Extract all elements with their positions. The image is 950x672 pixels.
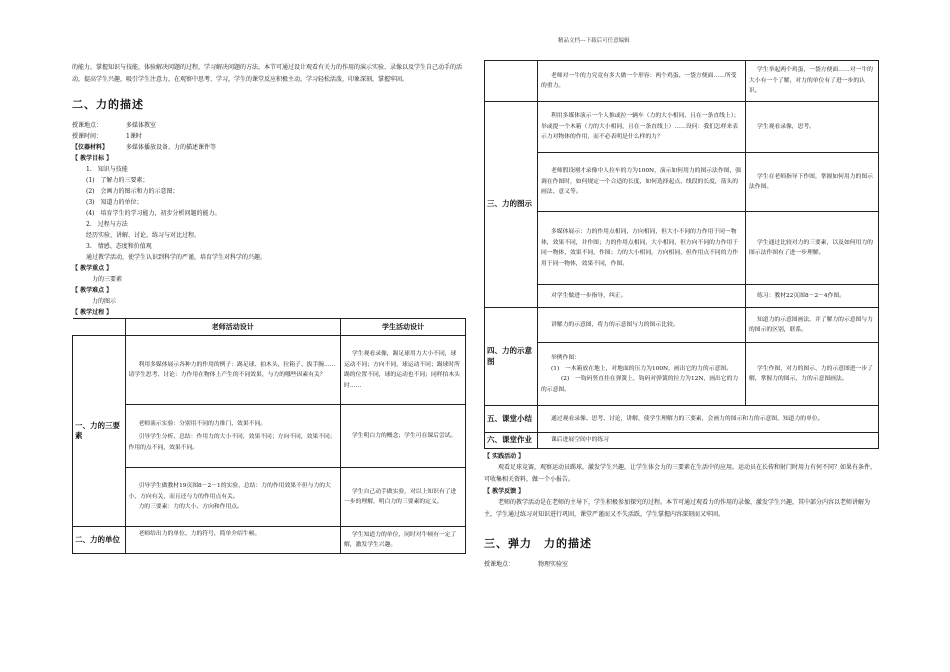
- teacher-cell: 利用多媒体演示一个人推或拉一辆车（力的大小相同，且在一条直线上）；举或提一个木箱（力的大小相同，且在一条直线上）……设问：我们怎样来表示力对物体的作用，而不必表明是什么样的力？: [538, 102, 746, 153]
- goal-item: 经历实验、讲解、讨论、练习与对比过程。: [86, 232, 201, 239]
- goal-item: (1) 了解力的三要素；: [86, 177, 149, 184]
- student-cell: 练习：教材22页图8－2－4作图。: [746, 285, 879, 308]
- place-row-2: [484, 559, 879, 570]
- equip-value: 多媒体播放设备、力的描述课件等: [126, 144, 217, 151]
- student-cell: 学生举起两个鸡蛋，一袋方便面……对一牛的大小有一个了解，对力的单位有了进一步的认识。: [746, 61, 879, 102]
- homework-cell: 课后进展空间中的练习: [538, 433, 879, 449]
- section-title: 二、力的描述: [72, 98, 144, 111]
- empty-head: [73, 319, 126, 336]
- table-row: [485, 433, 879, 449]
- student-cell: 学生自己动手做实验，对以上知识有了进一步的理解，明白力的三要素的定义。: [341, 468, 466, 527]
- teacher-text: 力的三要素：力的大小、方向和作用点。: [138, 504, 243, 511]
- right-column: [484, 60, 879, 570]
- table-row: [485, 212, 879, 285]
- table-row: [485, 102, 879, 153]
- student-cell: 知道力的示意图画法，并了解力的示意图与力的图示的区别，联系。: [746, 308, 879, 343]
- teacher-text: 举例作图：: [551, 355, 580, 361]
- student-cell: 学生作图，对力的图示、力的示意图进一步了解，掌握力的图示、力的示意图画法。: [746, 343, 879, 406]
- teacher-cell: [125, 468, 341, 527]
- difficulty-value: 力的图示: [92, 298, 117, 305]
- process-label: 【 教学过程 】: [72, 309, 113, 316]
- feedback-label: 【 教学反馈 】: [484, 487, 525, 495]
- section-title-2: 三、弹力 力的描述: [484, 536, 592, 550]
- goal-item: 通过教学活动，使学生认识到科学的严谨，培育学生对科学的兴趣。: [86, 254, 267, 261]
- teacher-text: 老师演示实验：分别用不同的力推门，效果不同。: [138, 420, 267, 427]
- teacher-head: 老师活动设计: [125, 319, 341, 336]
- table-row: [73, 405, 466, 468]
- equip-label: 【仪器材料】: [72, 144, 109, 151]
- teacher-text: (2) 一钩码竖直挂在弹簧上，钩码对弹簧的拉力为12N，画出它的力的示意图。: [541, 376, 739, 393]
- student-cell: 学生通过比较对力的三要素，以及如何用力的图示法作图有了进一步理解。: [746, 212, 879, 285]
- teacher-cell: 老师假设刚才录像中人拉车的力为100N，演示如何用力的图示法作图，强调在作图时，如何规定一个合适的长度，如何选择起点、线段的长度，箭头的画法、意义等。: [538, 153, 746, 212]
- goal-item: (3) 知道力的单位；: [86, 199, 143, 206]
- difficulty-label: 【 教学难点 】: [72, 287, 113, 294]
- goal-label: 【 教学目标 】: [72, 155, 113, 162]
- stage-label: 二、力的单位: [73, 527, 126, 554]
- stage-empty: [485, 61, 538, 102]
- stage-label: 四、力的示意图: [485, 308, 538, 406]
- table-row: [73, 527, 466, 554]
- student-cell: 学生观看录像，踢足球用力大小不同，球运动不同；方向不同，球运动不同；踢球时所踢的位置不同，球的运动也不同；同样拍木头时……: [341, 336, 466, 405]
- goal-item: 2. 过程与方法: [86, 221, 128, 228]
- student-head: 学生活动设计: [341, 319, 466, 336]
- table-row: [485, 285, 879, 308]
- table-row: [73, 336, 466, 405]
- page-header: 精品文档---下载后可任意编辑: [558, 38, 630, 44]
- teacher-text: 引导学生分析、总结：作用力的大小不同，效果不同；方向不同，效果不同；作用的点不同，效果不同。: [128, 434, 336, 451]
- time-row: [72, 131, 466, 142]
- lesson-table-left: [72, 318, 466, 554]
- teacher-cell: 多媒体展示：力的作用点相同，方向相同，但大小不同的力作用于同一物体，效果不同，并作图；力的作用点相同，大小相同，但方向不同的力作用于同一物体，效果不同，作图；力的大小相同，方向相同，但作用点不同的力作用于同一物体，效果不同，作图。: [538, 212, 746, 285]
- time-value: 1课时: [126, 133, 142, 140]
- place-label: 授课地点：: [72, 122, 103, 129]
- table-row: [485, 308, 879, 343]
- stage-label: 一、力的三要素: [73, 336, 126, 527]
- teacher-cell: 对学生做进一步指导，纠正。: [538, 285, 746, 308]
- time-label: 授课时间：: [72, 133, 103, 140]
- key-value: 力的三要素: [92, 276, 123, 283]
- table-row: [73, 468, 466, 527]
- place-value-2: 物理实验室: [538, 560, 569, 568]
- table-row: [485, 61, 879, 102]
- teacher-text: 引导学生做教材19页图8－2－1的实验，总结：力的作用效果不但与力的大小、方向有关，而且还与力的作用点有关。: [128, 483, 331, 500]
- teacher-cell: 利用多媒体展示各种力的作用的例子：踢足球、拍木头、拉箱子、拔手腕……请学生思考、讨论：力作用在物体上产生的不同效果，与力的哪些因素有关？: [125, 336, 341, 405]
- feedback-text: 老师的教学活动是在老师的主导下，学生积极参加探究的过程。本节可通过观看力的作用的录像，激发学生兴趣，其中部分内容以老师讲解为主，学生通过练习对知识进行巩固，课堂严谨而又不失活跃，学生掌握内容深刻而又牢固。: [484, 498, 871, 518]
- goal-item: 1. 知识与技能: [86, 166, 128, 173]
- equip-row: [72, 142, 466, 153]
- teacher-cell: [125, 405, 341, 468]
- stage-label: 三、力的图示: [485, 102, 538, 308]
- table-row: [485, 343, 879, 406]
- goal-item: (4) 培育学生的学习能力，初步分析问题的能力。: [86, 210, 221, 217]
- student-cell: 学生观看录像，思考。: [746, 102, 879, 153]
- goal-item: 3. 情感、态度和价值观: [86, 243, 152, 250]
- practice-label: 【 实践活动 】: [484, 452, 525, 460]
- table-row: [485, 153, 879, 212]
- teacher-cell: 讲解力的示意图，将力的示意图与力的图示比较。: [538, 308, 746, 343]
- place-value: 多媒体教室: [126, 122, 157, 129]
- place-label-2: 授课地点：: [484, 560, 515, 568]
- student-cell: 学生明白力的概念；学生可在课后尝试。: [341, 405, 466, 468]
- left-column: [72, 62, 466, 554]
- teacher-cell: 老师给出力的单位、力的符号，简单介绍牛顿。: [125, 527, 341, 554]
- student-cell: 学生在老师指导下作图，掌握如何用力的图示法作图。: [746, 153, 879, 212]
- table-row: [485, 406, 879, 433]
- student-cell: 学生知道力的单位，同时对牛顿有一定了解，激发学生兴趣。: [341, 527, 466, 554]
- stage-label: 六、课堂作业: [485, 433, 538, 449]
- teacher-cell: 老师对一牛的力究竟有多大做一个形容：两个鸡蛋、一袋方便面……所受的重力。: [538, 61, 746, 102]
- intro-paragraph: 的能力，掌握知识与技能，体验解决问题的过程，学习解决问题的方法。本节可通过设计观看有关力的作用的演示实验、录像以及学生自己动手的活动，提高学生兴趣，吸引学生注意力，在观察中思考、学习，学生的课堂反应积极主动，学习轻松活泼，印象深刻，掌握牢固。: [72, 64, 463, 83]
- stage-label: 五、课堂小结: [485, 406, 538, 433]
- key-label: 【 教学重点 】: [72, 265, 113, 272]
- lesson-table-right: [484, 60, 879, 449]
- place-row: [72, 120, 466, 131]
- goal-item: (2) 会画力的图示和力的示意图；: [86, 188, 179, 195]
- teacher-text: (1) 一木箱放在地上，对地面的压力为100N，画出它的力的示意图。: [551, 365, 732, 372]
- summary-cell: 通过观看录像、思考、讨论，讲解，使学生理解力的三要素，会画力的图示和力的示意图，知道力的单位。: [538, 406, 879, 433]
- practice-text: 观看足球竞赛，观察运动员踢球，激发学生兴趣，让学生体会力的三要素在生活中的应用。运动员在长传和射门时用力有何不同？如果有条件，可收集相关资料，做一个小报告。: [484, 463, 877, 483]
- teacher-cell: [538, 343, 746, 406]
